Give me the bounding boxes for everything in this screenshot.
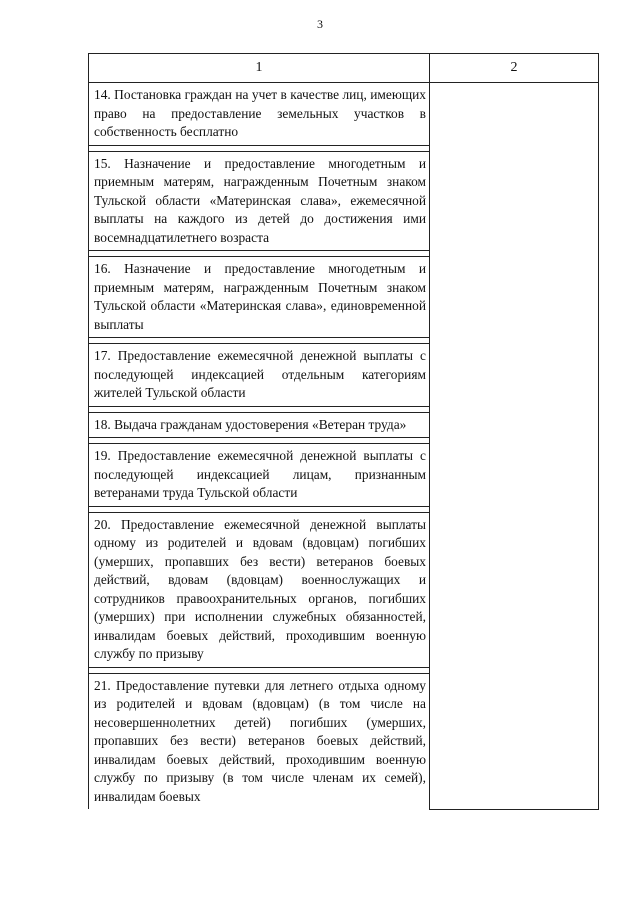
service-item-16: 16. Назначение и предоставление многодетным и приемным матерям, награжденным Почетным знаком Тульской области «Материнская слава», единовременной выплаты	[89, 257, 430, 338]
service-item-20: 20. Предоставление ежемесячной денежной выплаты одному из родителей и вдовам (вдовцам) погибших (умерших, пропавших без вести) ветеранов боевых действий, вдовам (вдовцам) военнослужащих и сотрудников правоохранительных органов, погибших (умерших) при исполнении служебных обязанностей, инвалидам боевых действий, проходившим военную службу по призыву	[89, 512, 430, 667]
service-item-14: 14. Постановка граждан на учет в качестве лиц, имеющих право на предоставление земельных участков в собственность бесплатно	[89, 83, 430, 146]
column-header-2: 2	[430, 54, 599, 83]
column-header-1: 1	[89, 54, 430, 83]
column-2-cell	[430, 83, 599, 810]
service-item-17: 17. Предоставление ежемесячной денежной выплаты с последующей индексацией отдельным категориям жителей Тульской области	[89, 344, 430, 407]
service-item-21: 21. Предоставление путевки для летнего отдыха одному из родителей и вдовам (вдовцам) (в том числе на несовершеннолетних детей) погибших (умерших, пропавших без вести) ветеранов боевых действий, инвалидам боевых действий, проходившим военную службу по призыву (в том числе членам их семей), инвалидам боевых	[89, 673, 430, 809]
services-table	[88, 53, 599, 810]
service-item-15: 15. Назначение и предоставление многодетным и приемным матерям, награжденным Почетным знаком Тульской области «Материнская слава», ежемесячной выплаты на каждого из детей до достижения ими восемнадцатилетнего возраста	[89, 151, 430, 251]
service-item-18: 18. Выдача гражданам удостоверения «Ветеран труда»	[89, 412, 430, 438]
table-row	[89, 83, 599, 146]
service-item-19: 19. Предоставление ежемесячной денежной выплаты с последующей индексацией лицам, признанным ветеранами труда Тульской области	[89, 444, 430, 507]
header-row	[89, 54, 599, 83]
page-number: 3	[317, 17, 323, 31]
